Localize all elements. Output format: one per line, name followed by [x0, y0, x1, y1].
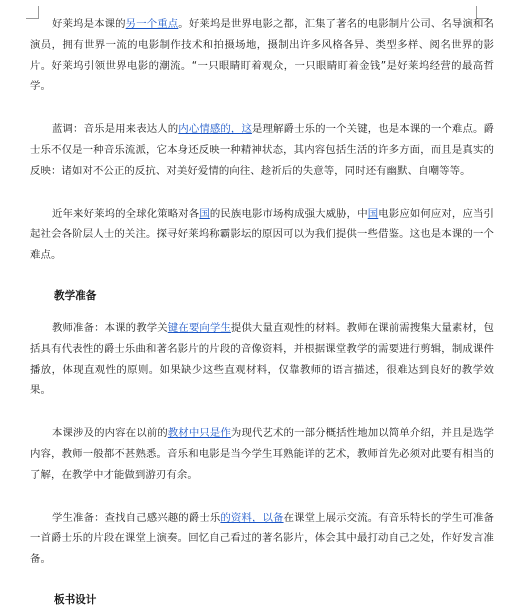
paragraph-text: 提供大量直观性的材料。教师在课前需搜集大量素材，包括具有代表性的爵士乐曲和著名影片的片段的音像资料，并根据课堂教学的需要进行剪辑，制成课件播放，体现直观性的原则。如果缺少这些直观材料，仅靠教师的语言描述，很难达到良好的教学效果。 [30, 321, 494, 397]
paragraph-spacer [30, 97, 494, 119]
link-key-to-students[interactable]: 键在要向学生 [167, 321, 231, 334]
paragraph-hollywood [30, 14, 494, 97]
link-another-key-point[interactable]: 另一个重点 [125, 18, 179, 30]
paragraph-blues [30, 119, 494, 181]
paragraph-text: 是理解爵士乐的一个关键，也是本课的一个难点。爵士乐不仅是一种音乐流派，它本身还反映一种精神状态，其内容包括生活的许多方面，而且是真实的反映：诸如对不公正的反抗、对美好爱情的向往、趁祈后的失意等，同时还有幽默、自嘲等等。 [30, 123, 494, 177]
paragraph-text: 好莱坞是本课的 [52, 18, 126, 30]
paragraph-spacer [30, 182, 494, 204]
heading-teaching-preparation: 教学准备 [54, 289, 97, 302]
paragraph-course-content [30, 423, 494, 485]
link-country-2[interactable]: 国 [367, 207, 379, 220]
paragraph-spacer [30, 570, 494, 590]
paragraph-text: 蓝调：音乐是用来表达人的 [52, 123, 179, 136]
paragraph-text: 本课涉及的内容在以前的 [52, 427, 168, 440]
paragraph-spacer [30, 266, 494, 286]
heading-board-design: 板书设计 [54, 593, 97, 606]
paragraph-spacer [30, 401, 494, 423]
paragraph-text: 为现代艺术的一部分概括性地加以简单介绍，并且是选学内容，教师一般都不甚熟悉。音乐和电影是当今学生耳熟能详的艺术，教师首先必须对此要有相当的了解，在教学中才能做到游刃有余。 [30, 427, 494, 481]
link-country-1[interactable]: 国 [199, 207, 210, 220]
paragraph-text: 的民族电影市场构成强大威胁，中 [209, 207, 368, 220]
paragraph-spacer [30, 306, 494, 318]
link-inner-emotion[interactable]: 内心情感的，这 [178, 123, 252, 136]
link-materials[interactable]: 的资料，以备 [220, 511, 284, 524]
paragraph-spacer [30, 486, 494, 508]
paragraph-text: 近年来好莱坞的全球化策略对各 [52, 207, 200, 220]
paragraph-text: 电影应如何应对，应当引起社会各阶层人士的关注。探寻好莱坞称霸影坛的原因可以为我们提供一些借鉴。这也是本课的一个难点。 [30, 207, 494, 262]
paragraph-student-preparation [30, 508, 494, 570]
document-body [30, 14, 494, 610]
paragraph-text: 在课堂上展示交流。有音乐特长的学生可准备一首爵士乐的片段在课堂上演奏。回忆自己看过的著名影片，体会其中最打动自己之处，作好发言准备。 [30, 511, 494, 566]
paragraph-text: 学生准备：查找自己感兴趣的爵士乐 [52, 511, 221, 524]
link-textbook-only[interactable]: 教材中只是作 [167, 427, 231, 440]
paragraph-globalization [30, 204, 494, 266]
paragraph-text: 教师准备：本课的教学关 [52, 321, 168, 334]
paragraph-text: 。好莱坞是世界电影之都，汇集了著名的电影制片公司、名导演和名演员，拥有世界一流的电影制作技术和拍摄场地，摄制出许多风格各异、类型多样、阅名世界的影片。好莱坞引领世界电影的潮流。“一只眼睛盯着观众，一只眼睛盯着金钱”是好莱坞经营的最高哲学。 [30, 18, 494, 93]
paragraph-teacher-preparation [30, 318, 494, 401]
